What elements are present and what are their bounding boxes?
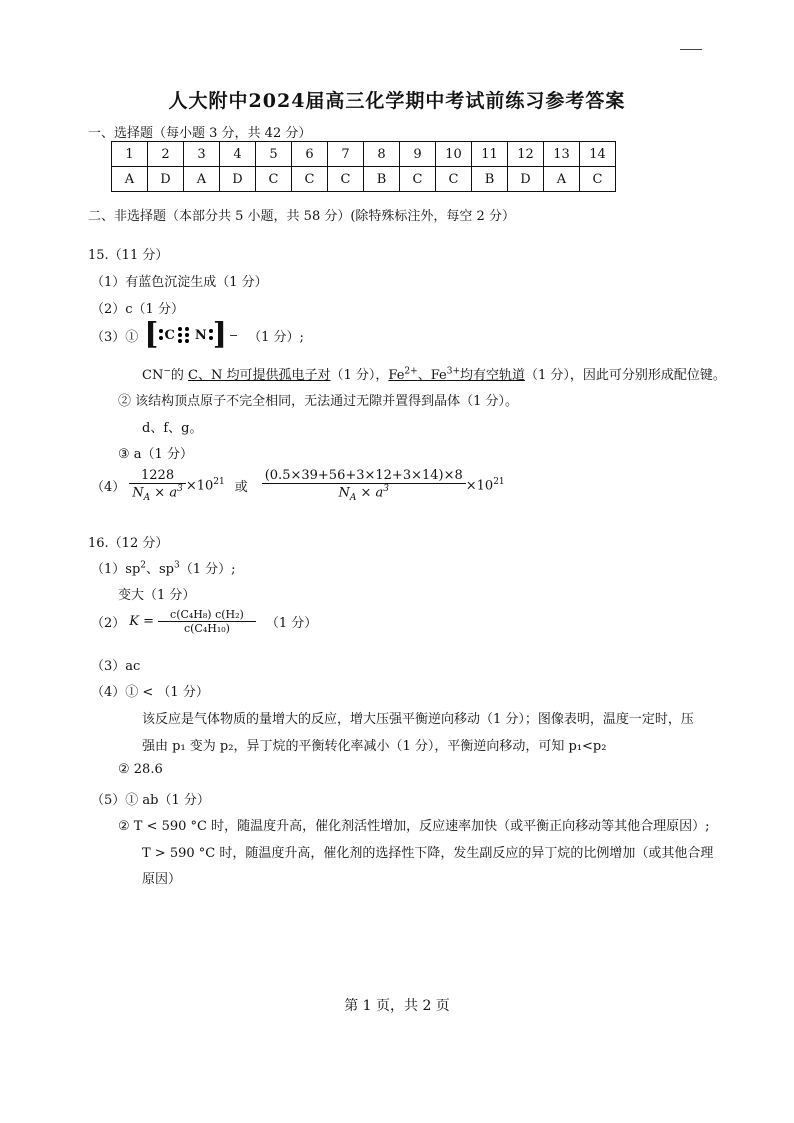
left-bracket: [	[144, 317, 159, 352]
iron-charge: 3+	[446, 366, 460, 377]
section-2-heading: 二、非选择题（本部分共 5 小题，共 58 分）(除特殊标注外，每空 2 分）	[88, 209, 515, 224]
q15-part2: （2）c（1 分）	[91, 302, 184, 317]
answer-letter: D	[220, 167, 256, 192]
fraction-denominator	[129, 484, 186, 503]
q16-part4-d: ② 28.6	[118, 762, 163, 777]
page-title: 人大附中2024届高三化学期中考试前练习参考答案	[168, 90, 626, 112]
answer-letter: D	[508, 167, 544, 192]
score-text: （1 分）	[265, 616, 318, 631]
text-fragment: （1 分），	[330, 368, 389, 383]
multiplier	[466, 477, 505, 493]
q16-part1b: 变大（1 分）	[118, 588, 196, 603]
question-number: 12	[508, 142, 544, 167]
question-number: 13	[544, 142, 580, 167]
q16-part5-d: 原因）	[142, 872, 182, 887]
q15-part1: （1）有蓝色沉淀生成（1 分）	[91, 275, 268, 290]
avogadro-symbol: N	[132, 485, 144, 501]
answer-letter: C	[256, 167, 292, 192]
q16-part2-label: （2）	[91, 616, 126, 631]
q16-part2-formula	[91, 608, 317, 635]
answer-letter: C	[292, 167, 328, 192]
q16-part4-b: 该反应是气体物质的量增大的反应，增大压强平衡逆向移动（1 分）；图像表明，温度一定时，压	[142, 712, 694, 727]
question-number: 5	[256, 142, 292, 167]
text-fragment: 的	[170, 368, 184, 383]
answer-letter: A	[112, 167, 148, 192]
fraction-numerator: 1228	[129, 468, 186, 484]
question-number: 4	[220, 142, 256, 167]
hybrid-label: （1）sp	[91, 562, 141, 577]
q16-part5-c: T > 590 °C 时，随温度升高，催化剂的选择性下降，发生副反应的异丁烷的比例增加（或其他合理	[142, 846, 714, 861]
q16-part4-c: 强由 p₁ 变为 p₂，异丁烷的平衡转化率减小（1 分），平衡逆向移动，可知 p₁<p₂	[142, 739, 607, 754]
exponent: 3	[383, 484, 389, 494]
page-footer: 第 1 页，共 2 页	[344, 998, 450, 1014]
nitrogen-atom: N	[194, 327, 207, 343]
density-fraction-1	[129, 468, 186, 503]
answer-letter-row	[112, 167, 616, 192]
q15-part3-3: ③ a（1 分）	[118, 447, 193, 462]
iron-charge: 2+	[404, 366, 418, 377]
multiplier-base: ×10	[185, 478, 214, 494]
answer-table	[111, 141, 616, 192]
exponent: 3	[174, 560, 180, 571]
question-number: 1	[112, 142, 148, 167]
answer-letter: C	[400, 167, 436, 192]
q15-part3-score: （1 分）;	[248, 329, 304, 345]
triple-bond-dots	[177, 327, 193, 343]
charge-sign: −	[228, 328, 239, 342]
exponent: 21	[493, 477, 505, 488]
q15-heading: 15.（11 分）	[88, 248, 169, 263]
answer-letter: D	[148, 167, 184, 192]
text-fragment: 均有空轨道	[460, 368, 526, 383]
q16-part3: （3）ac	[91, 659, 141, 674]
answer-letter: C	[436, 167, 472, 192]
lone-pair-dots	[158, 328, 164, 342]
answer-letter: C	[580, 167, 616, 192]
q16-part4-a: （4）① < （1 分）	[91, 685, 209, 700]
q16-part5-b: ② T < 590 °C 时，随温度升高，催化剂活性增加，反应速率加快（或平衡正向移动等其他合理原因）;	[118, 819, 710, 834]
carbon-atom: C	[164, 327, 175, 343]
text-fragment: （1 分），因此可分别形成配位键。	[525, 368, 726, 383]
right-bracket: ]	[212, 317, 227, 352]
density-fraction-2	[262, 468, 466, 503]
cn-charge: −	[163, 366, 171, 377]
exponent: 2	[140, 560, 146, 571]
question-number: 8	[364, 142, 400, 167]
q15-part4-formula	[91, 468, 505, 503]
fraction-denominator: c(C₄H₁₀)	[183, 622, 230, 635]
equilibrium-constant-symbol: K =	[129, 614, 155, 629]
answer-letter: B	[472, 167, 508, 192]
lone-pair-dots	[207, 328, 213, 342]
question-number: 7	[328, 142, 364, 167]
answer-letter: C	[328, 167, 364, 192]
q15-part3-explanation	[142, 364, 726, 383]
multiplier	[186, 477, 225, 493]
equilibrium-fraction	[158, 608, 256, 635]
exponent: 21	[213, 477, 225, 488]
question-number: 6	[292, 142, 328, 167]
underlined-key-point	[388, 368, 525, 383]
iron-ion: Fe	[388, 368, 405, 383]
q15-part3-2: ② 该结构顶点原子不完全相同，无法通过无隙并置得到晶体（1 分）。	[118, 394, 519, 409]
question-number: 10	[436, 142, 472, 167]
score-text: （1 分）;	[179, 562, 236, 577]
question-number: 9	[400, 142, 436, 167]
exponent: 3	[177, 484, 183, 494]
text-fragment: 、Fe	[417, 368, 447, 383]
q16-heading: 16.（12 分）	[88, 536, 169, 551]
subscript: A	[143, 492, 151, 503]
cyanide-lewis-structure	[144, 317, 239, 352]
question-number: 14	[580, 142, 616, 167]
q15-part3-2b: d、f、g。	[142, 421, 203, 436]
section-1-heading: 一、选择题（每小题 3 分，共 42 分）	[88, 126, 312, 141]
underlined-key-point: C、N 均可提供孤电子对	[188, 368, 331, 383]
corner-mark	[680, 49, 702, 50]
fraction-numerator: (0.5×39+56+3×12+3×14)×8	[262, 468, 466, 484]
question-number: 2	[148, 142, 184, 167]
lattice-term: × a	[356, 485, 384, 501]
q16-part5-a: （5）① ab（1 分）	[91, 793, 210, 808]
question-number: 11	[472, 142, 508, 167]
answer-number-row	[112, 142, 616, 167]
answer-letter: A	[184, 167, 220, 192]
fraction-denominator	[262, 484, 466, 503]
multiplier-base: ×10	[465, 478, 494, 494]
subscript: A	[349, 492, 357, 503]
q15-part3-label: （3）①	[91, 329, 139, 345]
fraction-numerator: c(C₄H₈) c(H₂)	[158, 608, 256, 622]
q16-part1	[91, 558, 236, 577]
q15-part4-label: （4）	[91, 479, 126, 495]
question-number: 3	[184, 142, 220, 167]
hybrid-label: 、sp	[146, 562, 174, 577]
lattice-term: × a	[150, 485, 178, 501]
or-word: 或	[234, 479, 248, 495]
cn-formula: CN	[142, 368, 164, 383]
answer-letter: A	[544, 167, 580, 192]
avogadro-symbol: N	[338, 485, 350, 501]
q15-part3-lewis-line	[91, 317, 304, 352]
answer-letter: B	[364, 167, 400, 192]
